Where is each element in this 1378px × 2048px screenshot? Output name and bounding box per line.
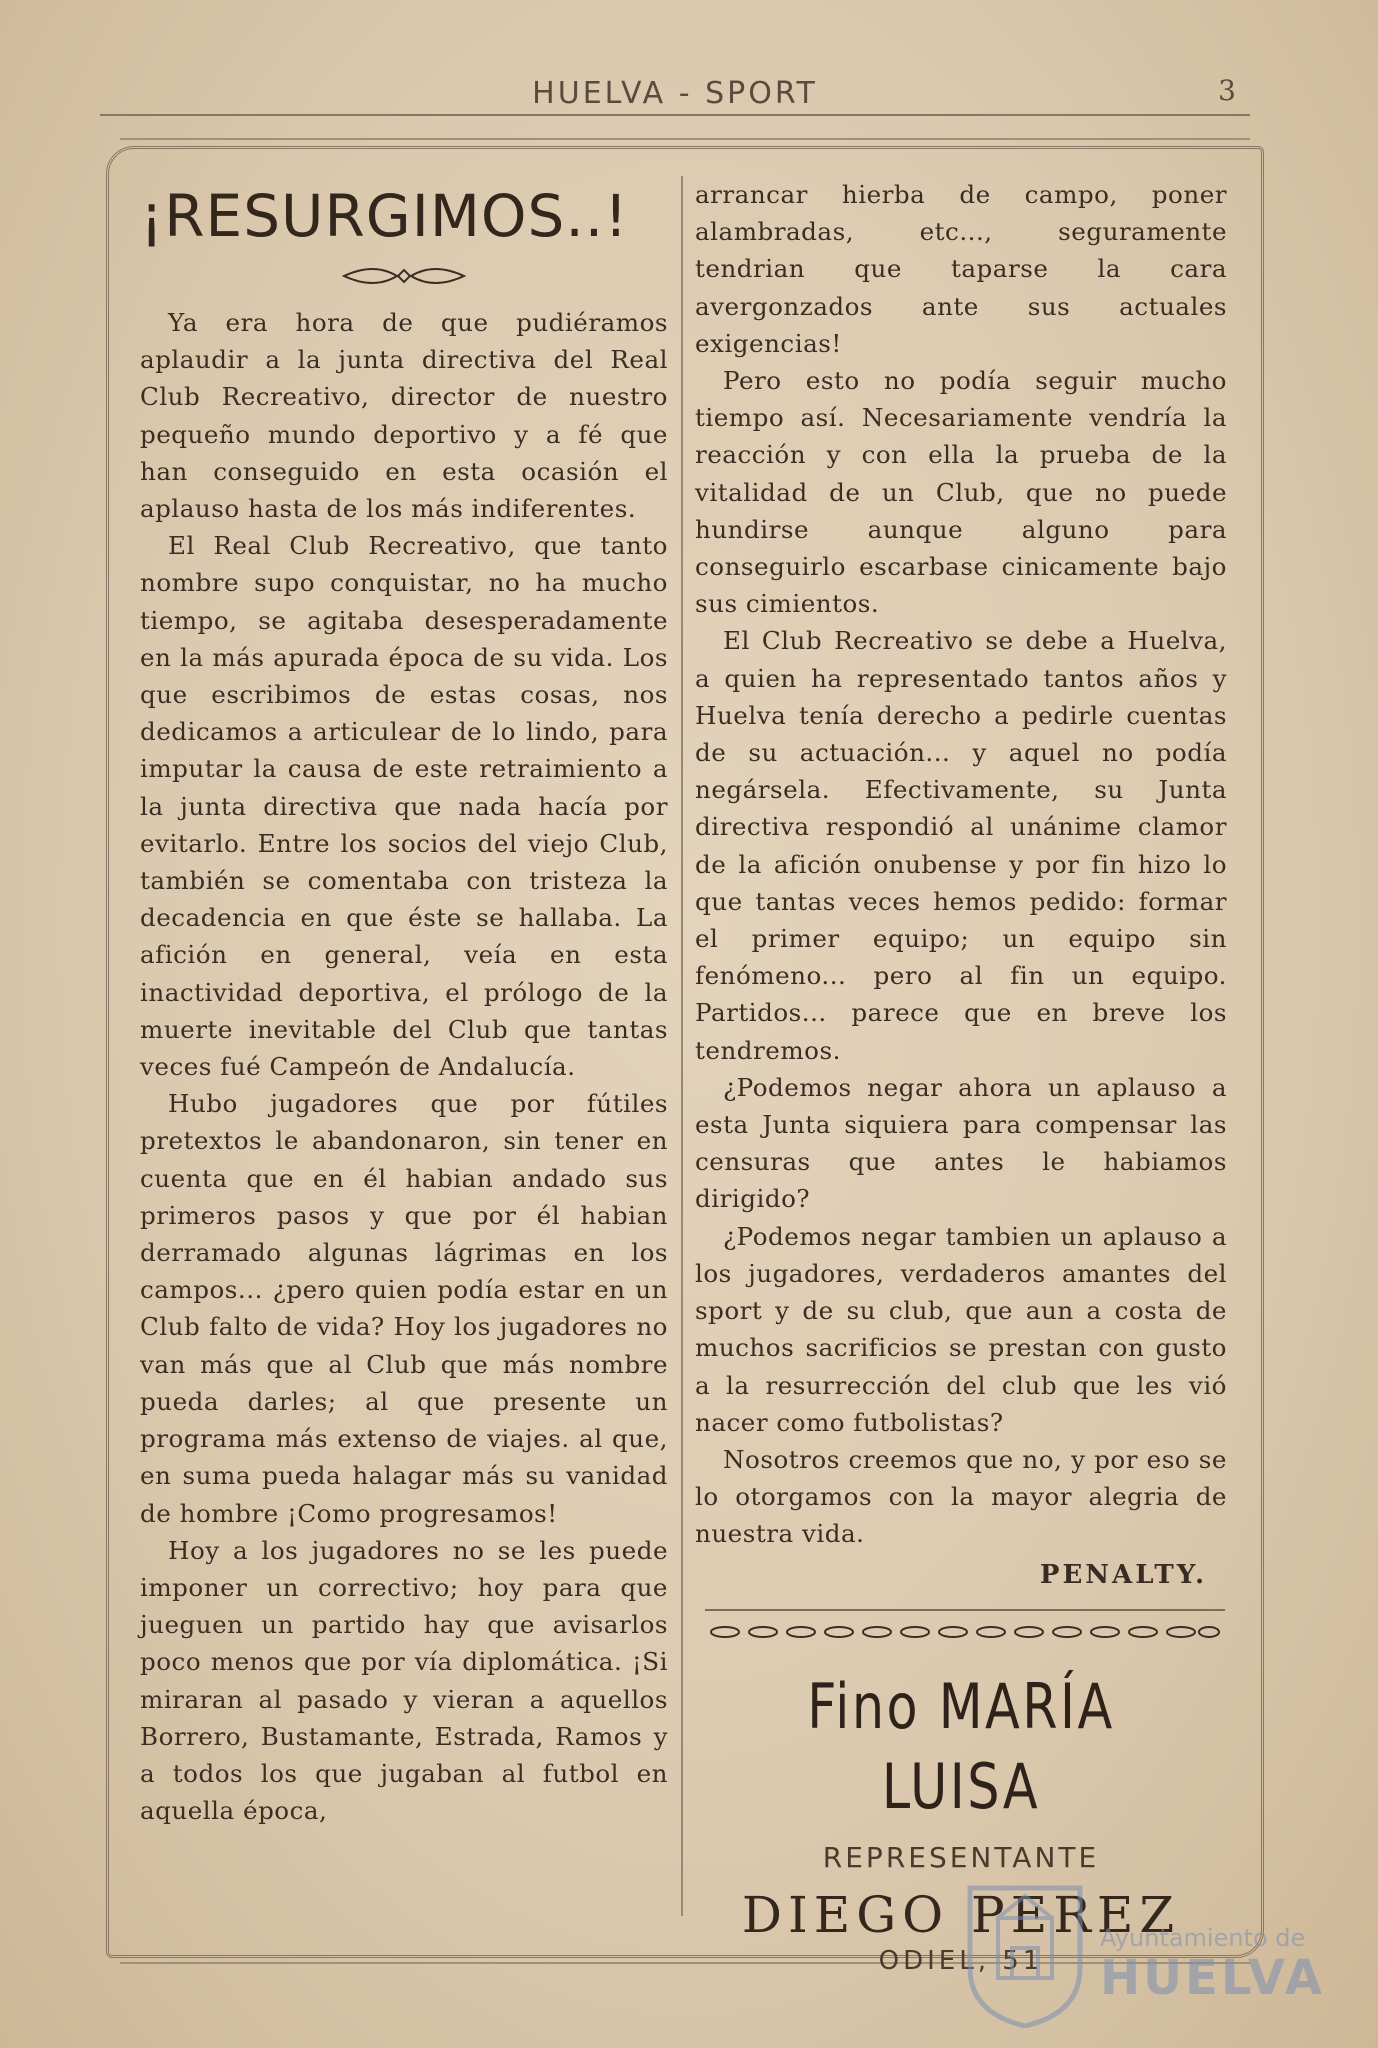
publication-title: HUELVA - SPORT xyxy=(532,76,818,111)
article-paragraph: Hubo jugadores que por fútiles pretextos le abandonaron, sin tener en cuenta que en él habian andado sus primeros pasos y que por él habian derramado algunas lágrimas en los campos... ¿pero quien podía estar en un Club falto de vida? Hoy los jugadores no van más que al Club que más nombre pueda darles; al que presente un programa más extenso de viajes. al que, en suma pueda halagar más su vanidad de hombre ¡Como progresamos! xyxy=(140,1089,668,1528)
advertisement-name: DIEGO PEREZ xyxy=(741,1885,1181,1944)
article-paragraph: Ya era hora de que pudiéramos aplaudir a la junta directiva del Real Club Recreativo, director de nuestro pequeño mundo deportivo y a fé que han conseguido en esta ocasión el aplauso hasta de los más indiferentes. xyxy=(140,308,668,524)
article-paragraph: Hoy a los jugadores no se les puede imponer un correctivo; hoy para que jueguen un partido hay que avisarlos poco menos que por vía diplomática. ¡Si miraran al pasado y vieran a aquellos Borrero, Bustamante, Estrada, Ramos y a todos los que jugaban al futbol en aquella época, xyxy=(140,1535,668,1826)
advertisement-brand: Fino MARÍA LUISA xyxy=(807,1669,1115,1823)
article-signature: PENALTY. xyxy=(1039,1559,1207,1590)
article-paragraph: Pero esto no podía seguir mucho tiempo así. Necesariamente vendría la reacción y con ella la prueba de la vitalidad de un Club, que no puede hundirse aunque alguno para conseguirlo escarbase cinicamente bajo sus cimientos. xyxy=(695,366,1227,619)
advertisement-address: ODIEL, 51 xyxy=(878,1945,1044,1976)
watermark-line-1: Ayuntamiento de xyxy=(1100,1924,1306,1952)
article-paragraph: Nosotros creemos que no, y por eso se lo otorgamos con la mayor alegria de nuestra vida. xyxy=(695,1444,1227,1549)
city-crest-icon xyxy=(960,1878,1090,2028)
watermark-line-2: HUELVA xyxy=(1100,1950,1325,2006)
article-paragraph-continued: arrancar hierba de campo, poner alambradas, etc..., seguramente tendrian que taparse la cara avergonzados ante sus actuales exigencias! xyxy=(695,180,1227,358)
article-paragraph: El Club Recreativo se debe a Huelva, a quien ha representado tantos años y Huelva tenía derecho a pedirle cuentas de su actuación... y aquel no podía negársela. Efectivamente, su Junta directiva respondió al unánime clamor de la afición onubense y por fin hizo lo que tantas veces hemos pedido: formar el primer equipo; un equipo sin fenómeno... pero al fin un equipo. Partidos... parece que en breve los tendremos. xyxy=(695,626,1227,1065)
article-paragraph: ¿Podemos negar tambien un aplauso a los jugadores, verdaderos amantes del sport y de su club, que aun a costa de muchos sacrificios se prestan con gusto a la resurrección del club que les vió nacer como futbolistas? xyxy=(695,1221,1227,1437)
running-header xyxy=(100,70,1250,116)
frame-top-rule xyxy=(120,138,1250,140)
article-paragraph: ¿Podemos negar ahora un aplauso a esta Junta siquiera para compensar las censuras que antes le habiamos dirigido? xyxy=(695,1072,1227,1214)
column-divider xyxy=(681,176,683,1916)
article-paragraph: El Real Club Recreativo, que tanto nombre supo conquistar, no ha mucho tiempo, se agitaba desesperadamente en la más apurada época de su vida. Los que escribimos de estas cosas, nos dedicamos a articulear de lo lindo, para imputar la causa de este retraimiento a la junta directiva que nada hacía por evitarlo. Entre los socios del viejo Club, también se comentaba con tristeza la decadencia en que éste se hallaba. La afición en general, veía en esta inactividad deportiva, el prólogo de la muerte inevitable del Club que tantas veces fué Campeón de Andalucía. xyxy=(140,531,668,1082)
left-column xyxy=(140,176,668,1829)
page-number: 3 xyxy=(1218,74,1236,107)
article-title: ¡RESURGIMOS..! xyxy=(140,182,629,250)
archive-watermark xyxy=(960,1848,1360,2028)
advertisement-role: REPRESENTANTE xyxy=(822,1840,1100,1874)
title-ornament-icon xyxy=(339,264,469,288)
advertisement-rule xyxy=(705,1609,1225,1611)
right-column xyxy=(695,176,1227,1976)
chain-border-icon xyxy=(705,1623,1225,1641)
